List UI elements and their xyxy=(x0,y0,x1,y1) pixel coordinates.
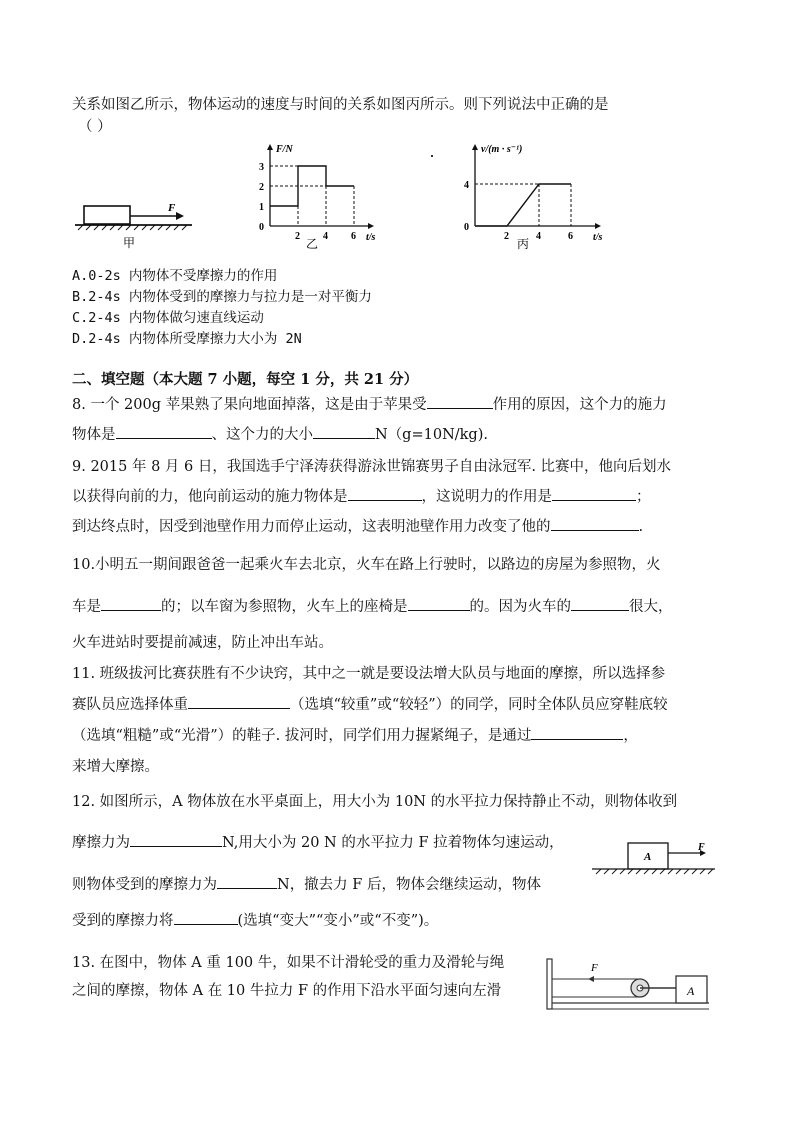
x-tick-label-2: 2 xyxy=(504,231,509,242)
q8-text-d: 、这个力的大小 xyxy=(211,427,313,443)
figure-jia xyxy=(72,198,197,250)
caption-jia: 甲 xyxy=(123,236,136,250)
q8-blank-3[interactable] xyxy=(313,424,375,439)
q10-blank-1[interactable] xyxy=(101,596,161,611)
q8-blank-2[interactable] xyxy=(116,424,212,439)
q8-text-a: 8. 一个 200g 苹果熟了果向地面掉落，这是由于苹果受 xyxy=(72,397,427,413)
q9-blank-2[interactable] xyxy=(552,486,636,501)
q11-text-d: ， xyxy=(623,728,638,744)
q9-text-e: . xyxy=(638,519,644,535)
q8-text-c: 物体是 xyxy=(72,427,116,443)
q11-line2 xyxy=(72,694,668,716)
q8-line2 xyxy=(72,424,488,446)
tick-label-origin: 0 xyxy=(259,222,264,233)
q7-option-d: D.2-4s 内物体所受摩擦力大小为 2N xyxy=(72,331,302,347)
q10-text-c: 的。因为火车的 xyxy=(469,599,571,615)
stray-dot xyxy=(431,155,433,157)
q7-option-c: C.2-4s 内物体做匀速直线运动 xyxy=(72,310,264,326)
x-axis-label: t/s xyxy=(593,232,603,243)
force-label: F xyxy=(591,962,598,974)
q12-text-e: 受到的摩擦力将 xyxy=(72,913,174,929)
q11-blank-1[interactable] xyxy=(188,694,290,709)
q13-line2: 之间的摩擦，物体 A 在 10 牛拉力 F 的作用下沿水平面匀速向左滑 xyxy=(72,983,502,999)
q9-blank-1[interactable] xyxy=(348,486,422,501)
tick-label-origin: 0 xyxy=(464,222,469,233)
force-label: F xyxy=(168,202,176,214)
q10-line1: 10.小明五一期间跟爸爸一起乘火车去北京，火车在路上行驶时，以路边的房屋为参照物，火 xyxy=(72,557,661,573)
caption: 丙 xyxy=(517,237,530,251)
q12-line2 xyxy=(72,832,564,854)
block-a-label: A xyxy=(687,984,695,998)
x-tick-label-4: 4 xyxy=(536,231,541,242)
q10-text-a: 车是 xyxy=(72,599,101,615)
y-tick-label-3: 3 xyxy=(259,162,264,173)
chart-yi xyxy=(250,140,400,255)
q9-line1: 9. 2015 年 8 月 6 日，我国选手宁泽涛获得游泳世锦赛男子自由泳冠军. 比赛中，他向后划水 xyxy=(72,459,672,475)
q12-blank-1[interactable] xyxy=(130,832,222,847)
q11-text-a: 赛队员应选择体重 xyxy=(72,697,188,713)
q8-text-e: N（g=10N/kg). xyxy=(375,427,488,443)
q12-line3 xyxy=(72,874,541,896)
y-tick-label-4: 4 xyxy=(464,180,469,191)
q11-line1: 11. 班级拔河比赛获胜有不少诀窍，其中之一就是要设法增大队员与地面的摩擦，所以选择参 xyxy=(72,666,666,682)
q10-line3: 火车进站时要提前减速，防止冲出车站。 xyxy=(72,635,333,651)
wall xyxy=(547,959,552,1009)
q13-figure xyxy=(544,955,714,1015)
y-axis-label: F/N xyxy=(276,144,293,155)
q12-blank-2[interactable] xyxy=(217,874,277,889)
q9-text-d: 到达终点时，因受到池壁作用力而停止运动，这表明池壁作用力改变了他的 xyxy=(72,519,551,535)
table-hatch xyxy=(596,869,713,874)
q12-line1: 12. 如图所示，A 物体放在水平桌面上，用大小为 10N 的水平拉力保持静止不动，则物体收到 xyxy=(72,794,678,810)
x-tick-label-6: 6 xyxy=(568,231,573,242)
section2-title: 二、填空题（本大题 7 小题，每空 1 分，共 21 分） xyxy=(72,371,419,388)
q11-line3 xyxy=(72,725,638,747)
q12-text-d: N，撤去力 F 后，物体会继续运动，物体 xyxy=(277,877,541,893)
q13-line1: 13. 在图中，物体 A 重 100 牛，如果不计滑轮受的重力及滑轮与绳 xyxy=(72,955,505,971)
q7-stem-line1: 关系如图乙所示，物体运动的速度与时间的关系如图丙所示。则下列说法中正确的是 xyxy=(72,97,609,113)
q10-blank-2[interactable] xyxy=(408,596,470,611)
q12-text-f: (选填“变大”“变小”或“不变”)。 xyxy=(237,913,439,929)
q11-line4: 来增大摩擦。 xyxy=(72,759,159,775)
q12-line4 xyxy=(72,910,438,932)
q9-text-c: ； xyxy=(636,489,651,505)
x-tick-label-4: 4 xyxy=(323,231,328,242)
force-arrowhead xyxy=(176,212,184,220)
q9-text-a: 以获得向前的力，他向前运动的施力物体是 xyxy=(72,489,348,505)
q12-blank-3[interactable] xyxy=(174,910,238,925)
x-axis-arrowhead xyxy=(368,223,374,229)
q11-text-c: （选填“粗糙”或“光滑”）的鞋子. 拔河时，同学们用力握紧绳子，是通过 xyxy=(72,728,532,744)
y-axis-arrowhead xyxy=(472,144,478,150)
q12-figure xyxy=(590,838,720,878)
q12-text-c: 则物体受到的摩擦力为 xyxy=(72,877,217,893)
q8-blank-1[interactable] xyxy=(427,394,493,409)
q7-stem-line2: （ ） xyxy=(78,119,112,135)
x-tick-label-2: 2 xyxy=(295,231,300,242)
q9-line2 xyxy=(72,486,651,508)
q8-line1 xyxy=(72,394,667,416)
q9-text-b: ，这说明力的作用是 xyxy=(421,489,552,505)
q10-text-d: 很大， xyxy=(629,599,673,615)
y-tick-label-1: 1 xyxy=(259,202,264,213)
q9-blank-3[interactable] xyxy=(551,516,639,531)
y-axis-label: v/(m · s⁻¹) xyxy=(481,144,523,155)
y-axis-arrowhead xyxy=(267,144,273,150)
q12-text-a: 摩擦力为 xyxy=(72,835,130,851)
x-axis-label: t/s xyxy=(366,232,376,243)
q8-text-b: 作用的原因，这个力的施力 xyxy=(492,397,667,413)
q7-option-b: B.2-4s 内物体受到的摩擦力与拉力是一对平衡力 xyxy=(72,289,372,305)
data-line xyxy=(475,184,571,226)
x-tick-label-6: 6 xyxy=(351,231,356,242)
q11-text-b: （选填“较重”或“较轻”）的同学，同时全体队员应穿鞋底较 xyxy=(290,697,668,713)
chart-bing xyxy=(455,140,615,255)
force-arrowhead xyxy=(588,976,594,982)
block-a-label: A xyxy=(644,851,652,863)
q10-text-b: 的；以车窗为参照物，火车上的座椅是 xyxy=(161,599,408,615)
q10-blank-3[interactable] xyxy=(571,596,629,611)
q12-text-b: N,用大小为 20 N 的水平拉力 F 拉着物体匀速运动， xyxy=(222,835,564,851)
caption: 乙 xyxy=(306,237,319,251)
force-label: F xyxy=(698,842,705,853)
x-axis-arrowhead xyxy=(595,223,601,229)
y-tick-label-2: 2 xyxy=(259,182,264,193)
q9-line3 xyxy=(72,516,643,538)
q11-blank-2[interactable] xyxy=(531,725,623,740)
block xyxy=(84,206,130,224)
q7-option-a: A.0-2s 内物体不受摩擦力的作用 xyxy=(72,268,278,284)
q10-line2 xyxy=(72,596,673,618)
